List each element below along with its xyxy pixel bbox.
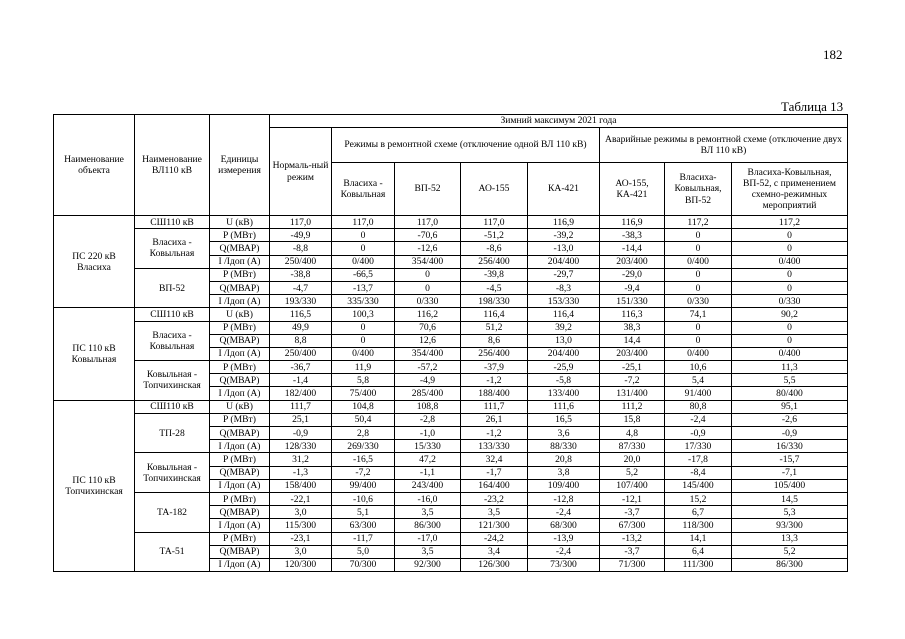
value-cell: 117,0 bbox=[395, 216, 461, 229]
value-cell: 3,0 bbox=[270, 506, 332, 519]
line-name: Ковыльная - Топчихинская bbox=[135, 453, 210, 493]
value-cell: 73/300 bbox=[528, 558, 600, 571]
value-cell: 256/400 bbox=[461, 347, 528, 360]
value-cell: -4,7 bbox=[270, 281, 332, 294]
table-caption: Таблица 13 bbox=[781, 99, 844, 114]
unit-cell: U (кВ) bbox=[210, 400, 270, 413]
value-cell: -0,9 bbox=[665, 427, 732, 440]
value-cell: -17,0 bbox=[395, 532, 461, 545]
value-cell: -4,9 bbox=[395, 374, 461, 387]
value-cell: 25,1 bbox=[270, 413, 332, 426]
value-cell: -1,4 bbox=[270, 374, 332, 387]
value-cell: 108,8 bbox=[395, 400, 461, 413]
value-cell: -29,7 bbox=[528, 268, 600, 281]
header-repair-group: Режимы в ремонтной схеме (отключение одной ВЛ 110 кВ) bbox=[332, 128, 600, 163]
unit-cell: Q(МВАР) bbox=[210, 374, 270, 387]
value-cell: 243/400 bbox=[395, 479, 461, 492]
value-cell: 203/400 bbox=[600, 347, 665, 360]
header-object: Наименование объекта bbox=[54, 115, 135, 216]
value-cell: -1,2 bbox=[461, 374, 528, 387]
value-cell: -66,5 bbox=[332, 268, 395, 281]
value-cell: 0 bbox=[665, 268, 732, 281]
table-row bbox=[54, 400, 848, 413]
header-repair-col: ВП-52 bbox=[395, 163, 461, 216]
value-cell: 86/300 bbox=[732, 558, 848, 571]
value-cell: 90,2 bbox=[732, 308, 848, 321]
value-cell: 5,1 bbox=[332, 506, 395, 519]
value-cell: 104,8 bbox=[332, 400, 395, 413]
value-cell: -2,4 bbox=[528, 545, 600, 558]
value-cell: -13,0 bbox=[528, 242, 600, 255]
header-unit: Единицы измерения bbox=[210, 115, 270, 216]
value-cell: 3,8 bbox=[528, 466, 600, 479]
unit-cell: I /Iдоп (А) bbox=[210, 479, 270, 492]
value-cell: 0 bbox=[332, 242, 395, 255]
value-cell: 117,0 bbox=[270, 216, 332, 229]
value-cell: 204/400 bbox=[528, 255, 600, 268]
header-season: Зимний максимум 2021 года bbox=[270, 115, 848, 128]
value-cell: -3,7 bbox=[600, 506, 665, 519]
unit-cell: I /Iдоп (А) bbox=[210, 347, 270, 360]
value-cell: 5,5 bbox=[732, 374, 848, 387]
value-cell: 0/400 bbox=[665, 255, 732, 268]
value-cell: 63/300 bbox=[332, 519, 395, 532]
value-cell: -0,9 bbox=[270, 427, 332, 440]
value-cell: 12,6 bbox=[395, 334, 461, 347]
value-cell: -51,2 bbox=[461, 229, 528, 242]
value-cell: -70,6 bbox=[395, 229, 461, 242]
value-cell: 0 bbox=[665, 321, 732, 334]
value-cell: 116,3 bbox=[600, 308, 665, 321]
value-cell: 15/330 bbox=[395, 440, 461, 453]
value-cell: -29,0 bbox=[600, 268, 665, 281]
value-cell: 70/300 bbox=[332, 558, 395, 571]
value-cell: -17,8 bbox=[665, 453, 732, 466]
value-cell: 11,3 bbox=[732, 361, 848, 374]
value-cell: -1,3 bbox=[270, 466, 332, 479]
value-cell: 116,2 bbox=[395, 308, 461, 321]
value-cell: 4,8 bbox=[600, 427, 665, 440]
value-cell: 0 bbox=[732, 268, 848, 281]
unit-cell: P (МВт) bbox=[210, 361, 270, 374]
value-cell: -7,2 bbox=[332, 466, 395, 479]
value-cell: 115/300 bbox=[270, 519, 332, 532]
value-cell: -38,3 bbox=[600, 229, 665, 242]
value-cell: 188/400 bbox=[461, 387, 528, 400]
header-repair-col: КА-421 bbox=[528, 163, 600, 216]
value-cell: 145/400 bbox=[665, 479, 732, 492]
value-cell: -13,7 bbox=[332, 281, 395, 294]
value-cell: 20,8 bbox=[528, 453, 600, 466]
value-cell: 6,7 bbox=[665, 506, 732, 519]
value-cell: -1,0 bbox=[395, 427, 461, 440]
value-cell: -7,1 bbox=[732, 466, 848, 479]
table-row bbox=[54, 308, 848, 321]
table-row bbox=[54, 532, 848, 545]
unit-cell: Q(МВАР) bbox=[210, 506, 270, 519]
header-emergency-col: Власиха-Ковыльная, ВП-52 bbox=[665, 163, 732, 216]
unit-cell: Q(МВАР) bbox=[210, 334, 270, 347]
value-cell: 0 bbox=[332, 321, 395, 334]
value-cell: -10,6 bbox=[332, 492, 395, 505]
value-cell: 0/400 bbox=[732, 347, 848, 360]
value-cell: -23,1 bbox=[270, 532, 332, 545]
value-cell: 86/300 bbox=[395, 519, 461, 532]
value-cell: -16,0 bbox=[395, 492, 461, 505]
value-cell: 67/300 bbox=[600, 519, 665, 532]
value-cell: -14,4 bbox=[600, 242, 665, 255]
table-row bbox=[54, 216, 848, 229]
value-cell: -12,6 bbox=[395, 242, 461, 255]
unit-cell: I /Iдоп (А) bbox=[210, 558, 270, 571]
value-cell: 118/300 bbox=[665, 519, 732, 532]
value-cell: -4,5 bbox=[461, 281, 528, 294]
value-cell: 335/330 bbox=[332, 295, 395, 308]
value-cell: 68/300 bbox=[528, 519, 600, 532]
value-cell: 109/400 bbox=[528, 479, 600, 492]
value-cell: 5,2 bbox=[600, 466, 665, 479]
line-name: ТА-182 bbox=[135, 492, 210, 532]
table-row bbox=[54, 492, 848, 505]
value-cell: 121/300 bbox=[461, 519, 528, 532]
value-cell: 16/330 bbox=[732, 440, 848, 453]
value-cell: -8,8 bbox=[270, 242, 332, 255]
unit-cell: Q(МВАР) bbox=[210, 545, 270, 558]
value-cell: 100,3 bbox=[332, 308, 395, 321]
unit-cell: I /Iдоп (А) bbox=[210, 387, 270, 400]
value-cell: 5,8 bbox=[332, 374, 395, 387]
value-cell: 13,0 bbox=[528, 334, 600, 347]
bus-name: СШ110 кВ bbox=[135, 308, 210, 321]
unit-cell: P (МВт) bbox=[210, 268, 270, 281]
value-cell: 198/330 bbox=[461, 295, 528, 308]
value-cell: -24,2 bbox=[461, 532, 528, 545]
value-cell: 14,1 bbox=[665, 532, 732, 545]
value-cell: 0/330 bbox=[395, 295, 461, 308]
value-cell: -13,2 bbox=[600, 532, 665, 545]
line-name: Власиха - Ковыльная bbox=[135, 229, 210, 269]
unit-cell: P (МВт) bbox=[210, 492, 270, 505]
bus-name: СШ110 кВ bbox=[135, 216, 210, 229]
value-cell: 80,8 bbox=[665, 400, 732, 413]
value-cell: 70,6 bbox=[395, 321, 461, 334]
value-cell: 11,9 bbox=[332, 361, 395, 374]
value-cell: 47,2 bbox=[395, 453, 461, 466]
value-cell: 250/400 bbox=[270, 347, 332, 360]
value-cell: 0/400 bbox=[332, 255, 395, 268]
header-line: Наименование ВЛ110 кВ bbox=[135, 115, 210, 216]
value-cell: 0 bbox=[395, 268, 461, 281]
header-emergency-group: Аварийные режимы в ремонтной схеме (отключение двух ВЛ 110 кВ) bbox=[600, 128, 848, 163]
value-cell: 74,1 bbox=[665, 308, 732, 321]
object-name: ПС 110 кВ Топчихинская bbox=[54, 400, 135, 571]
value-cell: 117,0 bbox=[461, 216, 528, 229]
value-cell: -8,3 bbox=[528, 281, 600, 294]
value-cell: 8,6 bbox=[461, 334, 528, 347]
value-cell: -36,7 bbox=[270, 361, 332, 374]
unit-cell: I /Iдоп (А) bbox=[210, 519, 270, 532]
value-cell: 116,9 bbox=[528, 216, 600, 229]
line-name: Ковыльная - Топчихинская bbox=[135, 361, 210, 401]
value-cell: 3,5 bbox=[461, 506, 528, 519]
value-cell: 107/400 bbox=[600, 479, 665, 492]
unit-cell: P (МВт) bbox=[210, 229, 270, 242]
value-cell: 126/300 bbox=[461, 558, 528, 571]
unit-cell: P (МВт) bbox=[210, 453, 270, 466]
value-cell: 117,2 bbox=[665, 216, 732, 229]
unit-cell: I /Iдоп (А) bbox=[210, 255, 270, 268]
line-name: ВП-52 bbox=[135, 268, 210, 308]
value-cell: 116,9 bbox=[600, 216, 665, 229]
value-cell: 31,2 bbox=[270, 453, 332, 466]
bus-name: СШ110 кВ bbox=[135, 400, 210, 413]
value-cell: 26,1 bbox=[461, 413, 528, 426]
table-row bbox=[54, 321, 848, 334]
value-cell: 203/400 bbox=[600, 255, 665, 268]
value-cell: 0 bbox=[665, 242, 732, 255]
value-cell: -15,7 bbox=[732, 453, 848, 466]
value-cell: 6,4 bbox=[665, 545, 732, 558]
value-cell: 0 bbox=[732, 281, 848, 294]
header-emergency-col: АО-155, КА-421 bbox=[600, 163, 665, 216]
value-cell: 116,4 bbox=[461, 308, 528, 321]
value-cell: 182/400 bbox=[270, 387, 332, 400]
value-cell: 5,0 bbox=[332, 545, 395, 558]
unit-cell: P (МВт) bbox=[210, 413, 270, 426]
value-cell: -2,4 bbox=[528, 506, 600, 519]
table-row bbox=[54, 229, 848, 242]
unit-cell: Q(МВАР) bbox=[210, 427, 270, 440]
value-cell: -8,6 bbox=[461, 242, 528, 255]
value-cell: 0 bbox=[732, 334, 848, 347]
value-cell: 111,7 bbox=[270, 400, 332, 413]
value-cell: 38,3 bbox=[600, 321, 665, 334]
value-cell: 0 bbox=[332, 229, 395, 242]
value-cell: 5,4 bbox=[665, 374, 732, 387]
value-cell: 105/400 bbox=[732, 479, 848, 492]
value-cell: 14,4 bbox=[600, 334, 665, 347]
value-cell: 285/400 bbox=[395, 387, 461, 400]
value-cell: 95,1 bbox=[732, 400, 848, 413]
header-repair-col: АО-155 bbox=[461, 163, 528, 216]
value-cell: -2,4 bbox=[665, 413, 732, 426]
value-cell: 116,5 bbox=[270, 308, 332, 321]
value-cell: 3,0 bbox=[270, 545, 332, 558]
value-cell: 0/330 bbox=[732, 295, 848, 308]
value-cell: 204/400 bbox=[528, 347, 600, 360]
value-cell: 20,0 bbox=[600, 453, 665, 466]
value-cell: 99/400 bbox=[332, 479, 395, 492]
value-cell: -8,4 bbox=[665, 466, 732, 479]
value-cell: -13,9 bbox=[528, 532, 600, 545]
value-cell: 92/300 bbox=[395, 558, 461, 571]
value-cell: 39,2 bbox=[528, 321, 600, 334]
value-cell: 151/330 bbox=[600, 295, 665, 308]
unit-cell: P (МВт) bbox=[210, 532, 270, 545]
value-cell: 111,2 bbox=[600, 400, 665, 413]
value-cell: -9,4 bbox=[600, 281, 665, 294]
header-emergency-col: Власиха-Ковыльная, ВП-52, с применением схемно-режимных мероприятий bbox=[732, 163, 848, 216]
value-cell: 10,6 bbox=[665, 361, 732, 374]
value-cell: -49,9 bbox=[270, 229, 332, 242]
value-cell: -1,2 bbox=[461, 427, 528, 440]
value-cell: 15,2 bbox=[665, 492, 732, 505]
value-cell: 0 bbox=[732, 321, 848, 334]
value-cell: 164/400 bbox=[461, 479, 528, 492]
value-cell: 133/400 bbox=[528, 387, 600, 400]
value-cell: 17/330 bbox=[665, 440, 732, 453]
value-cell: 269/330 bbox=[332, 440, 395, 453]
value-cell: -2,6 bbox=[732, 413, 848, 426]
value-cell: 0/400 bbox=[732, 255, 848, 268]
unit-cell: I /Iдоп (А) bbox=[210, 440, 270, 453]
value-cell: 88/330 bbox=[528, 440, 600, 453]
power-flow-table bbox=[53, 114, 848, 572]
value-cell: 49,9 bbox=[270, 321, 332, 334]
value-cell: 51,2 bbox=[461, 321, 528, 334]
value-cell: -0,9 bbox=[732, 427, 848, 440]
value-cell: -37,9 bbox=[461, 361, 528, 374]
value-cell: 8,8 bbox=[270, 334, 332, 347]
value-cell: 0 bbox=[395, 281, 461, 294]
value-cell: 0 bbox=[332, 334, 395, 347]
value-cell: 256/400 bbox=[461, 255, 528, 268]
value-cell: 3,6 bbox=[528, 427, 600, 440]
value-cell: -57,2 bbox=[395, 361, 461, 374]
value-cell: -7,2 bbox=[600, 374, 665, 387]
line-name: ТА-51 bbox=[135, 532, 210, 572]
value-cell: 158/400 bbox=[270, 479, 332, 492]
value-cell: -25,1 bbox=[600, 361, 665, 374]
value-cell: 0/330 bbox=[665, 295, 732, 308]
value-cell: 16,5 bbox=[528, 413, 600, 426]
value-cell: 50,4 bbox=[332, 413, 395, 426]
value-cell: -5,8 bbox=[528, 374, 600, 387]
value-cell: 111,7 bbox=[461, 400, 528, 413]
page-number: 182 bbox=[823, 47, 843, 62]
value-cell: 0 bbox=[732, 229, 848, 242]
value-cell: 0 bbox=[665, 334, 732, 347]
value-cell: 3,4 bbox=[461, 545, 528, 558]
value-cell: 3,5 bbox=[395, 506, 461, 519]
unit-cell: Q(МВАР) bbox=[210, 281, 270, 294]
value-cell: 87/330 bbox=[600, 440, 665, 453]
value-cell: -1,1 bbox=[395, 466, 461, 479]
value-cell: 117,0 bbox=[332, 216, 395, 229]
value-cell: 0/400 bbox=[665, 347, 732, 360]
unit-cell: U (кВ) bbox=[210, 308, 270, 321]
value-cell: 0/400 bbox=[332, 347, 395, 360]
value-cell: 80/400 bbox=[732, 387, 848, 400]
unit-cell: Q(МВАР) bbox=[210, 466, 270, 479]
value-cell: 354/400 bbox=[395, 347, 461, 360]
value-cell: -38,8 bbox=[270, 268, 332, 281]
value-cell: 75/400 bbox=[332, 387, 395, 400]
value-cell: 91/400 bbox=[665, 387, 732, 400]
object-name: ПС 220 кВ Власиха bbox=[54, 216, 135, 308]
value-cell: 14,5 bbox=[732, 492, 848, 505]
table-row bbox=[54, 268, 848, 281]
line-name: Власиха - Ковыльная bbox=[135, 321, 210, 361]
header-repair-col: Власиха - Ковыльная bbox=[332, 163, 395, 216]
value-cell: 13,3 bbox=[732, 532, 848, 545]
value-cell: 93/300 bbox=[732, 519, 848, 532]
value-cell: 15,8 bbox=[600, 413, 665, 426]
value-cell: -1,7 bbox=[461, 466, 528, 479]
value-cell: 0 bbox=[732, 242, 848, 255]
value-cell: -39,8 bbox=[461, 268, 528, 281]
value-cell: 131/400 bbox=[600, 387, 665, 400]
value-cell: 2,8 bbox=[332, 427, 395, 440]
object-name: ПС 110 кВ Ковыльная bbox=[54, 308, 135, 400]
value-cell: 117,2 bbox=[732, 216, 848, 229]
value-cell: 0 bbox=[665, 229, 732, 242]
value-cell: 0 bbox=[665, 281, 732, 294]
value-cell: 250/400 bbox=[270, 255, 332, 268]
table-row bbox=[54, 413, 848, 426]
table-row bbox=[54, 361, 848, 374]
unit-cell: P (МВт) bbox=[210, 321, 270, 334]
value-cell: -23,2 bbox=[461, 492, 528, 505]
value-cell: 153/330 bbox=[528, 295, 600, 308]
value-cell: 111,6 bbox=[528, 400, 600, 413]
value-cell: -3,7 bbox=[600, 545, 665, 558]
value-cell: -11,7 bbox=[332, 532, 395, 545]
value-cell: -39,2 bbox=[528, 229, 600, 242]
value-cell: 5,2 bbox=[732, 545, 848, 558]
value-cell: 3,5 bbox=[395, 545, 461, 558]
value-cell: 193/330 bbox=[270, 295, 332, 308]
unit-cell: Q(МВАР) bbox=[210, 242, 270, 255]
value-cell: 5,3 bbox=[732, 506, 848, 519]
value-cell: -12,1 bbox=[600, 492, 665, 505]
line-name: ТП-28 bbox=[135, 413, 210, 453]
value-cell: 71/300 bbox=[600, 558, 665, 571]
value-cell: -16,5 bbox=[332, 453, 395, 466]
value-cell: -12,8 bbox=[528, 492, 600, 505]
table-row bbox=[54, 453, 848, 466]
value-cell: 111/300 bbox=[665, 558, 732, 571]
table-body bbox=[54, 216, 848, 572]
header-normal: Нормаль-ный режим bbox=[270, 128, 332, 216]
unit-cell: U (кВ) bbox=[210, 216, 270, 229]
value-cell: 32,4 bbox=[461, 453, 528, 466]
value-cell: -22,1 bbox=[270, 492, 332, 505]
value-cell: 120/300 bbox=[270, 558, 332, 571]
value-cell: 354/400 bbox=[395, 255, 461, 268]
value-cell: 128/330 bbox=[270, 440, 332, 453]
unit-cell: I /Iдоп (А) bbox=[210, 295, 270, 308]
value-cell: -2,8 bbox=[395, 413, 461, 426]
value-cell: -25,9 bbox=[528, 361, 600, 374]
value-cell: 133/330 bbox=[461, 440, 528, 453]
value-cell: 116,4 bbox=[528, 308, 600, 321]
